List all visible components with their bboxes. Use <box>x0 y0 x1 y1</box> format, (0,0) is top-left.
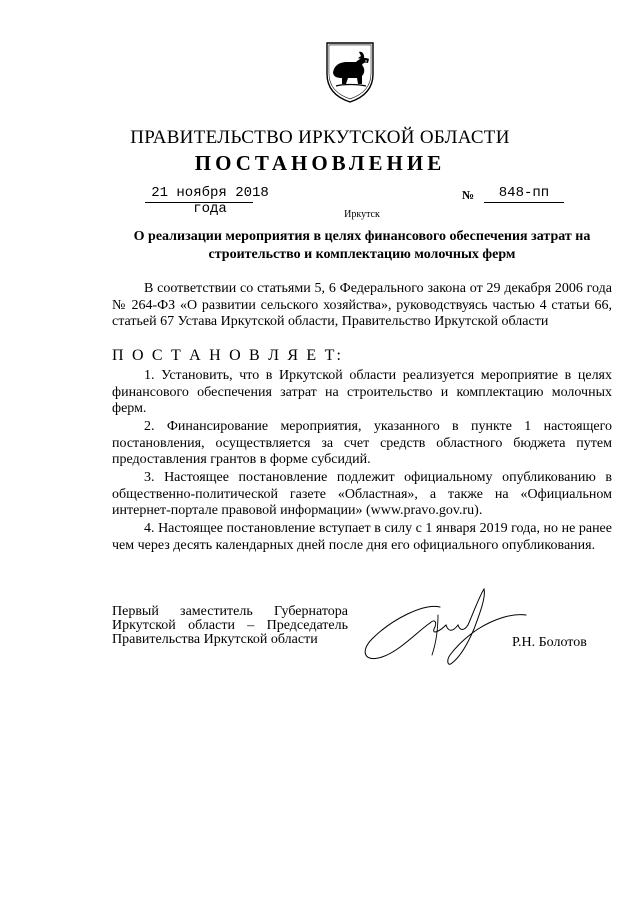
item-text-3: 3. Настоящее постановление подлежит официальному опубликованию в общественно-политической газете «Областная», а также на «Официальном интернет-портале правовой информации» (www.pravo.gov.ru). <box>112 470 612 518</box>
signer-position <box>112 605 348 647</box>
number-sign: № <box>462 188 475 202</box>
item-paragraph-2 <box>112 419 612 469</box>
date-underline <box>145 202 253 203</box>
document-number: 848-пп <box>498 185 550 201</box>
signer-position-line-2: Иркутской области – Председатель <box>112 618 348 633</box>
number-underline <box>484 202 564 203</box>
irkutsk-coat-of-arms-icon <box>324 40 376 104</box>
preamble-paragraph <box>112 281 612 331</box>
document-subject: О реализации мероприятия в целях финансового обеспечения затрат на строительство и комплектацию молочных ферм <box>133 229 591 262</box>
signer-position-line-3: Правительства Иркутской области <box>112 632 318 647</box>
signer-name: Р.Н. Болотов <box>512 635 587 650</box>
decrees-heading: П О С Т А Н О В Л Я Е Т: <box>112 347 344 364</box>
item-text-2: 2. Финансирование мероприятия, указанного в пункте 1 настоящего постановления, осуществляется за счет средств областного бюджета путем предоставления грантов в форме субсидий. <box>112 419 612 467</box>
signer-position-line-1: Первый заместитель Губернатора <box>112 604 348 619</box>
item-text-1: 1. Установить, что в Иркутской области реализуется мероприятие в целях финансового обеспечения затрат на строительство и комплектацию молочных ферм. <box>112 368 612 416</box>
item-paragraph-3 <box>112 470 612 520</box>
document-date: 21 ноября 2018 года <box>151 185 269 217</box>
document-city: Иркутск <box>344 209 380 220</box>
handwritten-signature <box>354 585 530 681</box>
item-paragraph-1 <box>112 368 612 418</box>
item-text-4: 4. Настоящее постановление вступает в силу с 1 января 2019 года, но не ранее чем через десять календарных дней после дня его официального опубликования. <box>112 521 612 553</box>
government-title: ПРАВИТЕЛЬСТВО ИРКУТСКОЙ ОБЛАСТИ <box>130 127 510 148</box>
document-type-heading: ПОСТАНОВЛЕНИЕ <box>194 151 446 175</box>
item-paragraph-4 <box>112 521 612 554</box>
preamble-text: В соответствии со статьями 5, 6 Федерального закона от 29 декабря 2006 года № 264-ФЗ «О развитии сельского хозяйства», руководствуясь частью 4 статьи 66, статьей 67 Устава Иркутской области, Правительство Иркутской области <box>112 281 612 329</box>
